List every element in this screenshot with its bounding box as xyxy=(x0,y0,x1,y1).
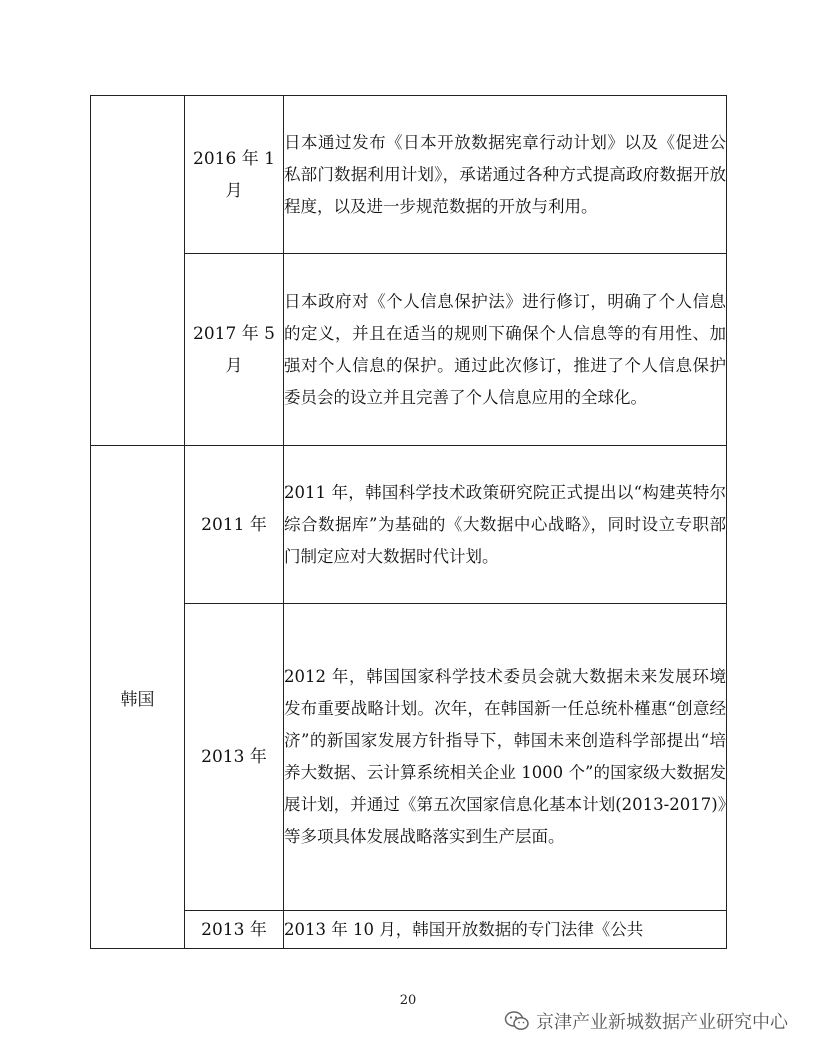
date-cell: 2011 年 xyxy=(185,446,284,604)
description-cell: 日本通过发布《日本开放数据宪章行动计划》以及《促进公私部门数据利用计划》，承诺通过各种方式提高政府数据开放程度，以及进一步规范数据的开放与利用。 xyxy=(284,96,727,254)
watermark-text: 京津产业新城数据产业研究中心 xyxy=(536,1012,788,1033)
table-row xyxy=(91,911,727,949)
date-cell: 2016 年 1 月 xyxy=(185,96,284,254)
description-cell: 2013 年 10 月，韩国开放数据的专门法律《公共 xyxy=(284,911,727,949)
policy-timeline-table xyxy=(90,95,727,949)
date-cell: 2013 年 xyxy=(185,604,284,911)
description-cell: 2011 年，韩国科学技术政策研究院正式提出以“构建英特尔综合数据库”为基础的《大数据中心战略》，同时设立专职部门制定应对大数据时代计划。 xyxy=(284,446,727,604)
table-row xyxy=(91,446,727,604)
date-cell: 2017 年 5 月 xyxy=(185,254,284,446)
country-cell xyxy=(91,96,185,446)
watermark xyxy=(504,1008,788,1034)
page-number: 20 xyxy=(399,993,417,1008)
date-cell: 2013 年 xyxy=(185,911,284,949)
table-row xyxy=(91,96,727,254)
description-cell: 2012 年，韩国国家科学技术委员会就大数据未来发展环境发布重要战略计划。次年，在韩国新一任总统朴槿惠“创意经济”的新国家发展方针指导下，韩国未来创造科学部提出“培养大数据、云计算系统相关企业 1000 个”的国家级大数据发展计划，并通过《第五次国家信息化基本计划(2013-2017)》等多项具体发展战略落实到生产层面。 xyxy=(284,604,727,911)
table-row xyxy=(91,604,727,911)
country-cell: 韩国 xyxy=(91,446,185,949)
wechat-icon xyxy=(504,1010,530,1032)
table-row xyxy=(91,254,727,446)
description-cell: 日本政府对《个人信息保护法》进行修订，明确了个人信息的定义，并且在适当的规则下确保个人信息等的有用性、加强对个人信息的保护。通过此次修订，推进了个人信息保护委员会的设立并且完善了个人信息应用的全球化。 xyxy=(284,254,727,446)
